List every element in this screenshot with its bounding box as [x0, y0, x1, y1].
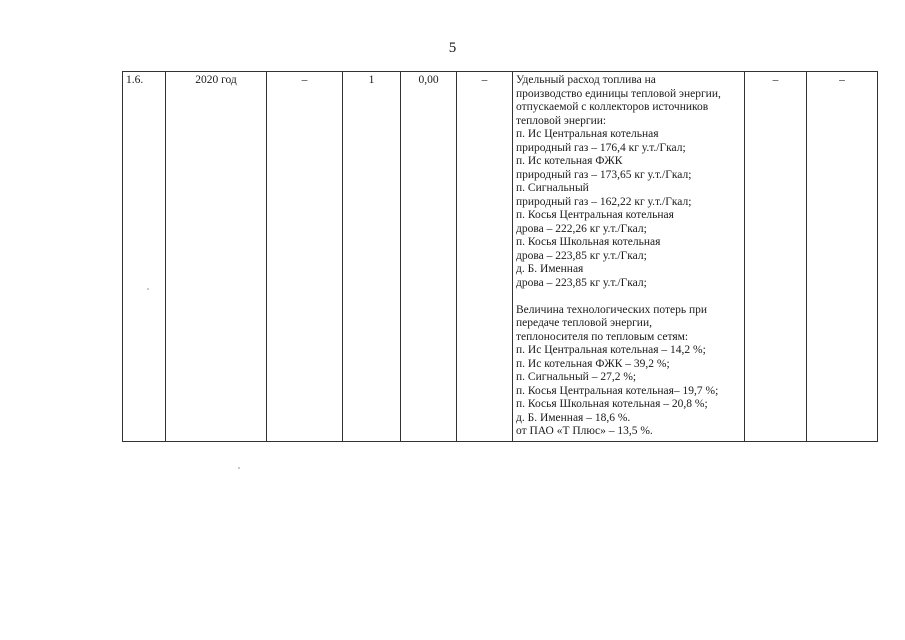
- description-line: п. Ис котельная ФЖК: [516, 155, 623, 167]
- description-line: дрова – 222,26 кг у.т./Гкал;: [516, 222, 647, 235]
- page-number: 5: [448, 40, 457, 56]
- data-table: [122, 71, 878, 442]
- row-index: 1.6.: [123, 72, 166, 442]
- description-line: теплоносителя по тепловым сетям:: [516, 330, 689, 343]
- description-line: Величина технологических потерь при: [516, 303, 708, 316]
- row-col8: –: [745, 72, 807, 442]
- scan-speck: [238, 467, 240, 469]
- description-line: отпускаемой с коллекторов источников: [516, 101, 709, 113]
- description-gap: [516, 290, 741, 304]
- description-line: природный газ – 176,4 кг у.т./Гкал;: [516, 141, 686, 154]
- description-line: природный газ – 162,22 кг у.т./Гкал;: [516, 195, 692, 208]
- row-year: 2020 год: [166, 72, 267, 442]
- row-col9: –: [807, 72, 878, 442]
- description-line: п. Косья Школьная котельная – 20,8 %;: [516, 398, 708, 410]
- description-line: передаче тепловой энергии,: [516, 317, 652, 329]
- row-description: [513, 72, 745, 442]
- description-line: Удельный расход топлива на: [516, 74, 656, 86]
- description-line: д. Б. Именная: [516, 263, 584, 275]
- row-col3: –: [267, 72, 343, 442]
- description-line: п. Сигнальный – 27,2 %;: [516, 371, 637, 383]
- row-col5: 0,00: [401, 72, 457, 442]
- description-line: п. Сигнальный: [516, 182, 589, 194]
- description-line: тепловой энергии:: [516, 114, 607, 127]
- description-line: п. Косья Школьная котельная: [516, 236, 661, 248]
- table-row: [123, 72, 878, 442]
- description-line: п. Ис котельная ФЖК – 39,2 %;: [516, 357, 670, 370]
- description-line: д. Б. Именная – 18,6 %.: [516, 411, 631, 424]
- description-line: дрова – 223,85 кг у.т./Гкал;: [516, 249, 647, 262]
- description-line: производство единицы тепловой энергии,: [516, 87, 721, 100]
- description-line: от ПАО «Т Плюс» – 13,5 %.: [516, 425, 653, 437]
- description-line: п. Ис Центральная котельная: [516, 128, 659, 140]
- description-line: дрова – 223,85 кг у.т./Гкал;: [516, 276, 647, 289]
- row-col6: –: [457, 72, 513, 442]
- description-line: природный газ – 173,65 кг у.т./Гкал;: [516, 168, 692, 181]
- description-line: п. Косья Центральная котельная: [516, 209, 674, 221]
- scan-speck: [147, 288, 149, 290]
- row-col4: 1: [343, 72, 401, 442]
- description-line: п. Косья Центральная котельная– 19,7 %;: [516, 384, 719, 397]
- description-line: п. Ис Центральная котельная – 14,2 %;: [516, 344, 706, 356]
